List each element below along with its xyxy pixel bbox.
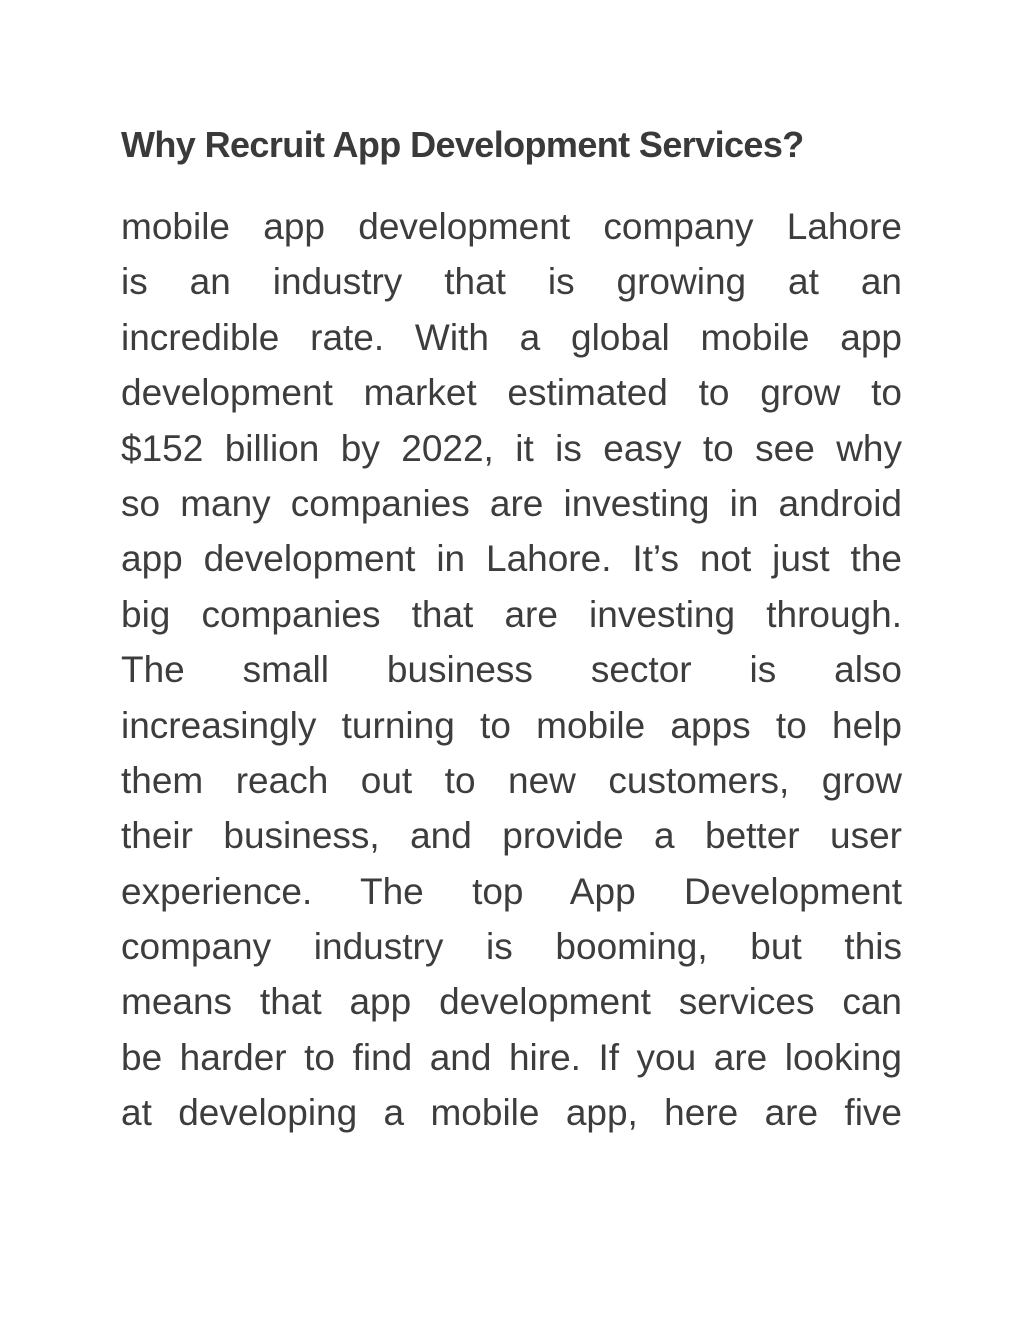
paragraph-line: be harder to find and hire. If you are looking [121, 1036, 902, 1078]
paragraph-line: so many companies are investing in android [121, 482, 902, 524]
body-paragraph [121, 199, 902, 1141]
paragraph-line: experience. The top App Development [121, 870, 902, 912]
paragraph-line: them reach out to new customers, grow [121, 759, 902, 801]
paragraph-line: $152 billion by 2022, it is easy to see why [121, 427, 902, 469]
paragraph-line: incredible rate. With a global mobile app [121, 316, 902, 358]
paragraph-line: app development in Lahore. It’s not just the [121, 538, 902, 580]
paragraph-line: mobile app development company Lahore [121, 206, 902, 247]
paragraph-line: company industry is booming, but this [121, 926, 902, 968]
paragraph-line: increasingly turning to mobile apps to help [121, 704, 902, 746]
paragraph-line: development market estimated to grow to [121, 372, 902, 414]
paragraph-line: means that app development services can [121, 981, 902, 1023]
section-heading: Why Recruit App Development Services? [121, 124, 804, 165]
paragraph-line: at developing a mobile app, here are five [121, 1092, 902, 1134]
paragraph-line: The small business sector is also [121, 649, 902, 691]
paragraph-line: their business, and provide a better user [121, 815, 902, 857]
paragraph-line: big companies that are investing through. [121, 593, 902, 635]
paragraph-line: is an industry that is growing at an [121, 261, 902, 303]
